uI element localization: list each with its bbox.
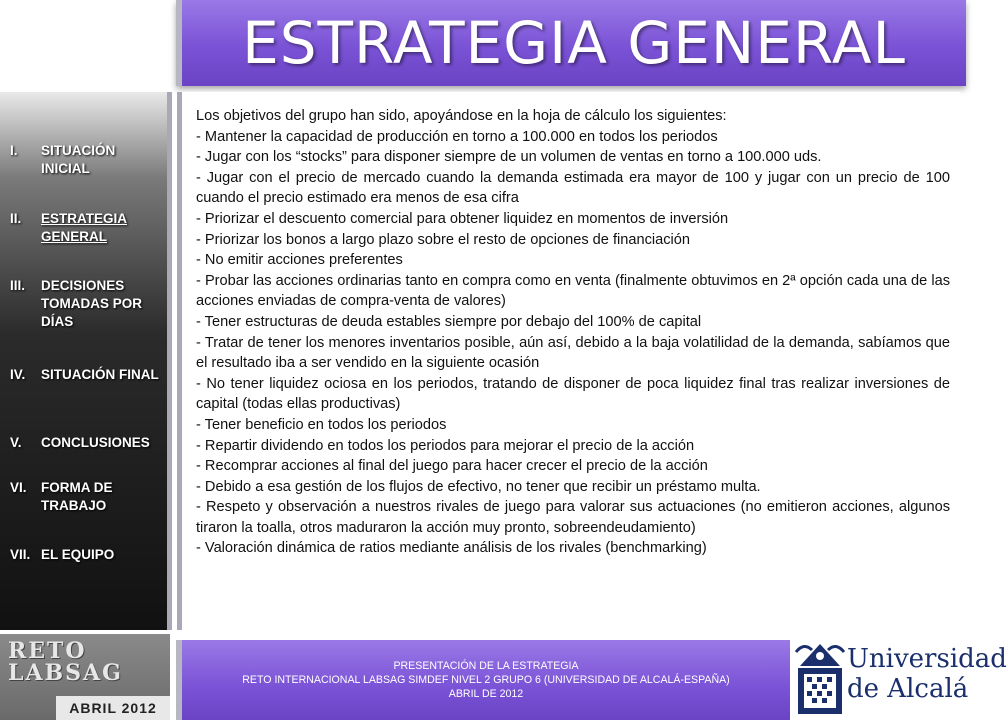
sidebar-item-estrategia-general[interactable] (10, 210, 165, 246)
intro-text: Los objetivos del grupo han sido, apoyándose en la hoja de cálculo los siguientes: (196, 108, 727, 124)
sidebar-item-label: SITUACIÓN INICIAL (41, 143, 116, 176)
objective-item: - Priorizar los bonos a largo plazo sobre el resto de opciones de financiación (196, 231, 691, 248)
sidebar-item-number: V. (10, 435, 22, 450)
university-logo (792, 636, 1007, 720)
footer-line-3: ABRIL DE 2012 (448, 688, 524, 700)
sidebar-item-decisiones[interactable] (10, 277, 165, 331)
footer-line-2: RETO INTERNACIONAL LABSAG SIMDEF NIVEL 2 GRUPO 6 (UNIVERSIDAD DE ALCALÁ-ESPAÑA) (242, 674, 730, 686)
reto-labsag-logo-text (8, 640, 123, 684)
sidebar-item-number: VII. (10, 547, 31, 562)
sidebar-item-label: SITUACIÓN FINAL (41, 367, 159, 382)
logo-date-box: ABRIL 2012 (56, 696, 170, 720)
objective-item: - Jugar con los “stocks” para disponer siempre de un volumen de ventas en torno a 100.000 uds. (196, 149, 822, 166)
objective-item: - Probar las acciones ordinarias tanto en compra como en venta (finalmente obtuvimos en 2ª opción cada una de las acciones enviadas de compra-venta de valores) (196, 272, 950, 310)
sidebar-item-el-equipo[interactable] (10, 546, 165, 564)
objective-item: - Respeto y observación a nuestros rivales de juego para valorar sus actuaciones (no emitieron acciones, algunos tiraron la toalla, otros maduraron la acción muy pronto, sobreendeudamiento) (196, 499, 950, 536)
sidebar-item-number: I. (10, 143, 18, 158)
objective-item: - Tratar de tener los menores inventarios posible, aún así, debido a la baja volatilidad de la demanda, sabíamos que el resultado iba a ser vendido en la siguiente ocasión (196, 334, 950, 372)
page-title: ESTRATEGIA GENERAL (242, 9, 906, 77)
logo-line-reto: RETO (8, 638, 87, 664)
reto-labsag-logo (0, 634, 170, 720)
sidebar-item-number: VI. (10, 480, 27, 495)
title-bar (176, 0, 966, 86)
sidebar-item-label: DECISIONES TOMADAS POR DÍAS (41, 278, 143, 329)
objective-item: - No emitir acciones preferentes (196, 252, 403, 269)
objective-item: - Jugar con el precio de mercado cuando la demanda estimada era mayor de 100 y jugar con un precio de 100 cuando el precio estimado era menos de esa cifra (196, 169, 950, 207)
logo-line-labsag: LABSAG (8, 660, 123, 686)
sidebar-item-label: ESTRATEGIA GENERAL (41, 211, 128, 244)
objective-item: - Recomprar acciones al final del juego para hacer crecer el precio de la acción (196, 458, 708, 475)
sidebar-item-label: EL EQUIPO (41, 547, 115, 562)
sidebar-item-label: FORMA DE TRABAJO (41, 480, 113, 513)
objective-item: - Debido a esa gestión de los flujos de efectivo, no tener que recibir un préstamo multa. (196, 478, 761, 495)
objectives-text (196, 106, 950, 559)
sidebar-item-label: CONCLUSIONES (41, 435, 150, 450)
sidebar-item-conclusiones[interactable] (10, 434, 165, 452)
objective-item: - No tener liquidez ociosa en los periodos, tratando de disponer de poca liquidez final tras realizar inversiones de capital (todas ellas productivas) (196, 375, 950, 413)
objective-item: - Priorizar el descuento comercial para obtener liquidez en momentos de inversión (196, 210, 729, 227)
objective-item: - Tener estructuras de deuda estables siempre por debajo del 100% de capital (196, 313, 702, 330)
objective-item: - Repartir dividendo en todos los periodos para mejorar el precio de la acción (196, 437, 695, 454)
objective-item: - Tener beneficio en todos los periodos (196, 416, 447, 433)
footer-info (176, 640, 790, 720)
university-name (847, 644, 1007, 704)
sidebar-item-number: II. (10, 211, 22, 226)
sidebar-item-situacion-final[interactable] (10, 366, 165, 384)
sidebar-item-number: IV. (10, 367, 26, 382)
objective-item: - Mantener la capacidad de producción en torno a 100.000 en todos los periodos (196, 128, 718, 145)
objective-item: - Valoración dinámica de ratios mediante análisis de los rivales (benchmarking) (196, 540, 707, 557)
sidebar-item-situacion-inicial[interactable] (10, 142, 165, 178)
university-name-line-2: de Alcalá (847, 674, 969, 704)
university-seal-icon (794, 638, 846, 718)
sidebar-item-forma-de-trabajo[interactable] (10, 479, 165, 515)
university-name-line-1: Universidad (847, 644, 1007, 674)
sidebar-item-number: III. (10, 278, 26, 293)
footer-line-1: PRESENTACIÓN DE LA ESTRATEGIA (393, 660, 579, 672)
top-left-blank-area (0, 0, 170, 86)
